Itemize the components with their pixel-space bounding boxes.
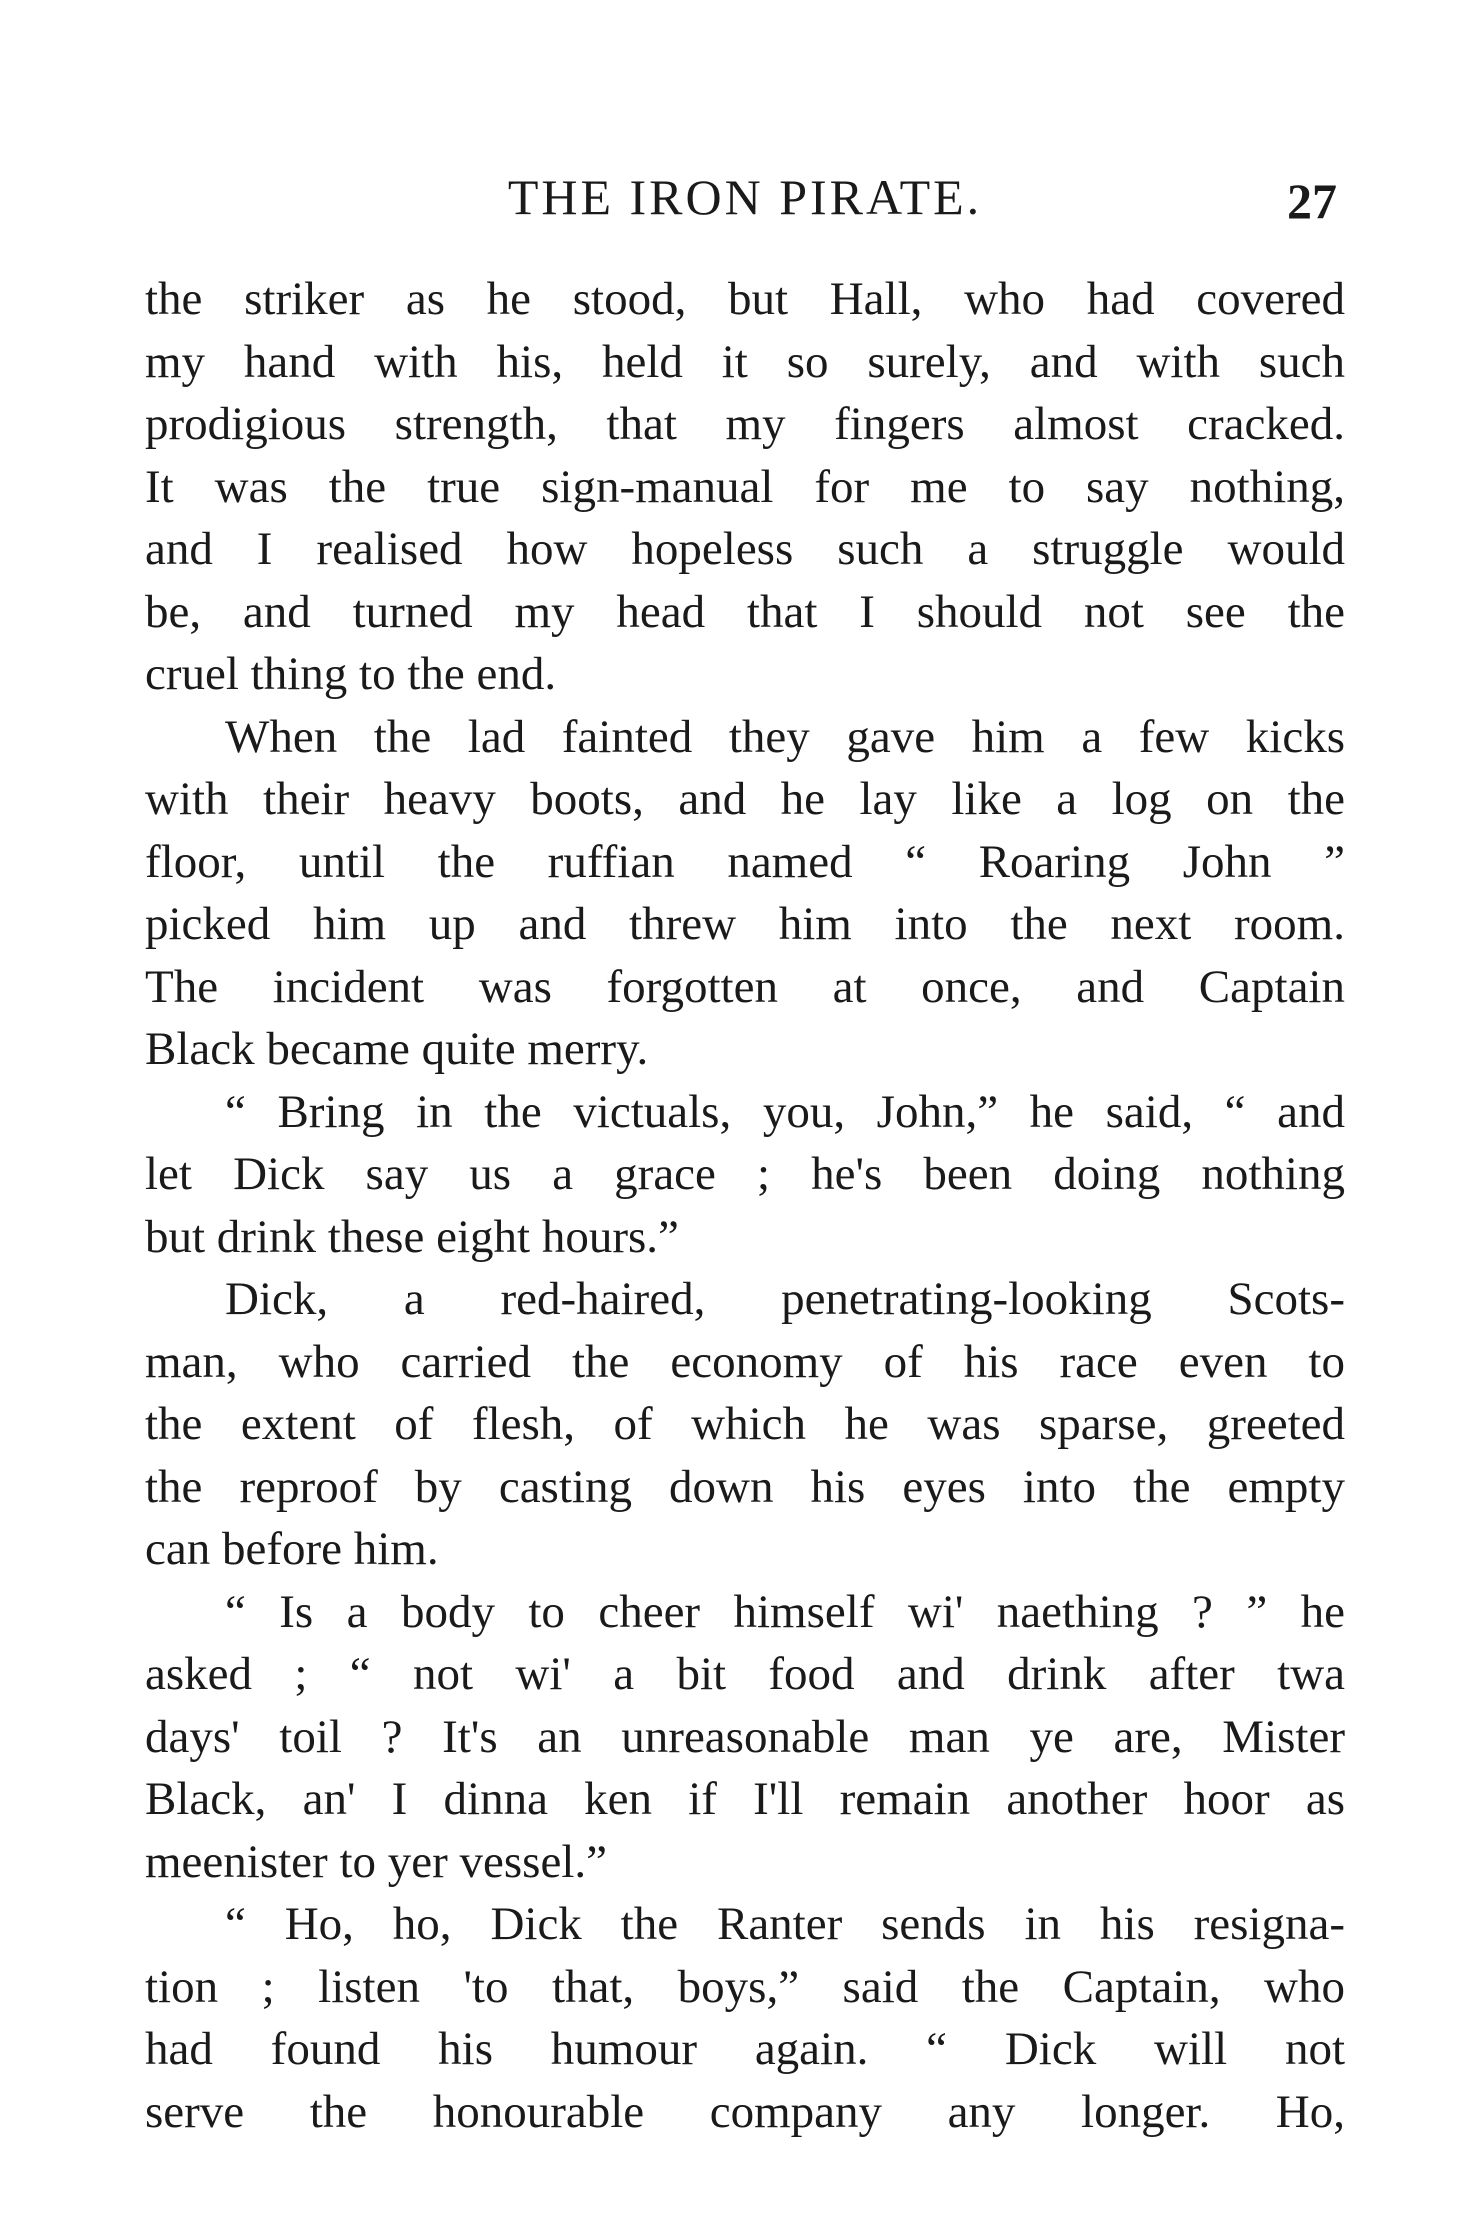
- text-line: picked him up and threw him into the next room.: [145, 898, 1345, 950]
- text-line: Dick, a red-haired, penetrating-looking Scots-: [225, 1273, 1345, 1325]
- text-line: tion ; listen 'to that, boys,” said the Captain, who: [145, 1960, 1345, 2013]
- text-line: the reproof by casting down his eyes into the empty: [145, 1460, 1345, 1513]
- text-line: the striker as he stood, but Hall, who had covered: [145, 273, 1345, 325]
- text-line: be, and turned my head that I should not see the: [145, 585, 1345, 638]
- text-line: the extent of flesh, of which he was sparse, greeted: [145, 1398, 1345, 1450]
- text-line: floor, until the ruffian named “ Roaring John ”: [145, 835, 1345, 888]
- text-line: serve the honourable company any longer. Ho,: [145, 2085, 1345, 2138]
- text-line: let Dick say us a grace ; he's been doing nothing: [145, 1148, 1345, 1200]
- page-number: 27: [1287, 173, 1337, 229]
- text-line: cruel thing to the end.: [145, 648, 557, 700]
- text-line: When the lad fainted they gave him a few kicks: [225, 710, 1345, 763]
- text-line: with their heavy boots, and he lay like a log on the: [145, 773, 1345, 825]
- text-line: prodigious strength, that my fingers almost cracked.: [145, 398, 1345, 450]
- text-line: “ Bring in the victuals, you, John,” he said, “ and: [225, 1085, 1345, 1138]
- body-text: [145, 268, 1345, 2143]
- text-line: my hand with his, held it so surely, and with such: [145, 335, 1345, 388]
- text-line: Black became quite merry.: [145, 1023, 649, 1075]
- text-line: days' toil ? It's an unreasonable man ye are, Mister: [145, 1710, 1345, 1763]
- running-title: THE IRON PIRATE.: [507, 169, 983, 225]
- text-line: The incident was forgotten at once, and Captain: [145, 960, 1345, 1013]
- text-line: “ Is a body to cheer himself wi' naething ? ” he: [225, 1585, 1345, 1638]
- running-header: [145, 162, 1345, 232]
- text-line: asked ; “ not wi' a bit food and drink after twa: [145, 1648, 1345, 1700]
- text-line: It was the true sign-manual for me to say nothing,: [145, 460, 1345, 513]
- text-line: had found his humour again. “ Dick will not: [145, 2023, 1345, 2075]
- text-line: and I realised how hopeless such a struggle would: [145, 523, 1345, 575]
- text-line: meenister to yer vessel.”: [145, 1835, 607, 1888]
- text-line: Black, an' I dinna ken if I'll remain another hoor as: [145, 1773, 1345, 1825]
- text-line: can before him.: [145, 1523, 439, 1575]
- text-line: man, who carried the economy of his race even to: [145, 1335, 1345, 1388]
- text-line: “ Ho, ho, Dick the Ranter sends in his resigna-: [225, 1898, 1345, 1950]
- text-line: but drink these eight hours.”: [145, 1210, 679, 1263]
